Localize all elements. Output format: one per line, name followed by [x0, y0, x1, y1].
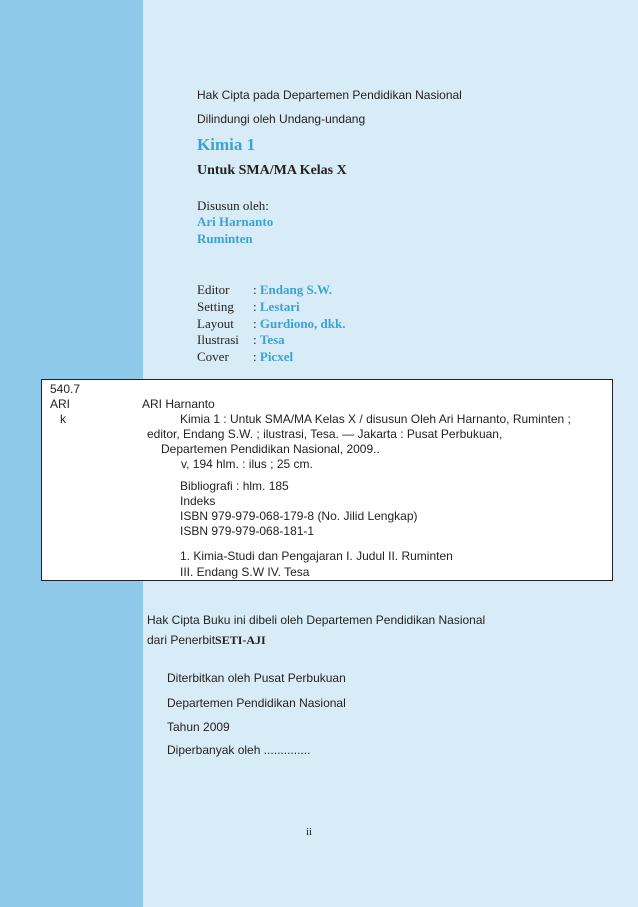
credit-label: Editor	[197, 282, 230, 297]
publication-year: Tahun 2009	[167, 720, 230, 734]
isbn-number: ISBN 979-979-068-179-8	[180, 509, 315, 523]
bibliography-note: Bibliografi : hlm. 185	[180, 479, 289, 493]
catalog-entry-line: Departemen Pendidikan Nasional, 2009..	[161, 442, 380, 456]
author-name: Ruminten	[197, 231, 253, 246]
credit-value: Endang S.W.	[259, 282, 333, 297]
index-note: Indeks	[180, 494, 216, 508]
author-name: Ari Harnanto	[197, 214, 274, 229]
catalog-entry-line: Kimia 1 : Untuk SMA/MA Kelas X / disusun Oleh Ari Harnanto, Ruminten ;	[180, 412, 571, 426]
rights-prefix: dari Penerbit	[147, 633, 216, 647]
credit-row-cover: Cover : Picxel	[197, 349, 294, 364]
credit-row-setting: Setting : Lestari	[197, 299, 300, 314]
isbn-note: (No. Jilid Lengkap)	[317, 509, 418, 523]
catalog-box	[41, 379, 613, 581]
rights-line: Hak Cipta Buku ini dibeli oleh Departemen Pendidikan Nasional	[147, 613, 486, 627]
isbn	[180, 509, 418, 523]
call-number: 540.7	[50, 382, 81, 396]
authors-label: Disusun oleh:	[197, 198, 269, 213]
credit-value: Picxel	[259, 349, 294, 364]
department: Departemen Pendidikan Nasional	[167, 696, 346, 710]
credit-value: Tesa	[259, 332, 285, 347]
isbn: ISBN 979-979-068-181-1	[180, 524, 315, 538]
credit-label: Ilustrasi	[197, 332, 239, 347]
rights-line	[147, 633, 266, 648]
publisher-name: SETI-AJI	[215, 633, 266, 647]
physical-description: v, 194 hlm. : ilus ; 25 cm.	[181, 457, 313, 471]
book-subtitle: Untuk SMA/MA Kelas X	[197, 163, 347, 178]
call-number: k	[60, 412, 66, 426]
subject-line: III. Endang S.W IV. Tesa	[180, 565, 310, 579]
author-heading: ARI Harnanto	[142, 397, 215, 411]
published-by: Diterbitkan oleh Pusat Perbukuan	[167, 671, 346, 685]
copyright-line: Hak Cipta pada Departemen Pendidikan Nasional	[197, 88, 462, 102]
credit-label: Setting	[197, 299, 234, 314]
reproduced-by: Diperbanyak oleh ..............	[167, 743, 311, 757]
protected-line: Dilindungi oleh Undang-undang	[197, 112, 366, 126]
credit-row-ilustrasi: Ilustrasi : Tesa	[197, 332, 285, 347]
call-number: ARI	[50, 397, 71, 411]
credit-label: Layout	[197, 316, 234, 331]
credit-value: Gurdiono, dkk.	[259, 316, 346, 331]
book-title: Kimia 1	[197, 135, 256, 154]
credit-row-layout: Layout : Gurdiono, dkk.	[197, 316, 346, 331]
credit-value: Lestari	[259, 299, 300, 314]
page-number: ii	[306, 826, 313, 838]
subject-line: 1. Kimia-Studi dan Pengajaran I. Judul II. Ruminten	[180, 549, 453, 563]
credit-row-editor: Editor : Endang S.W.	[197, 282, 333, 297]
catalog-entry-line: editor, Endang S.W. ; ilustrasi, Tesa. — Jakarta : Pusat Perbukuan,	[147, 427, 503, 441]
credit-label: Cover	[197, 349, 229, 364]
